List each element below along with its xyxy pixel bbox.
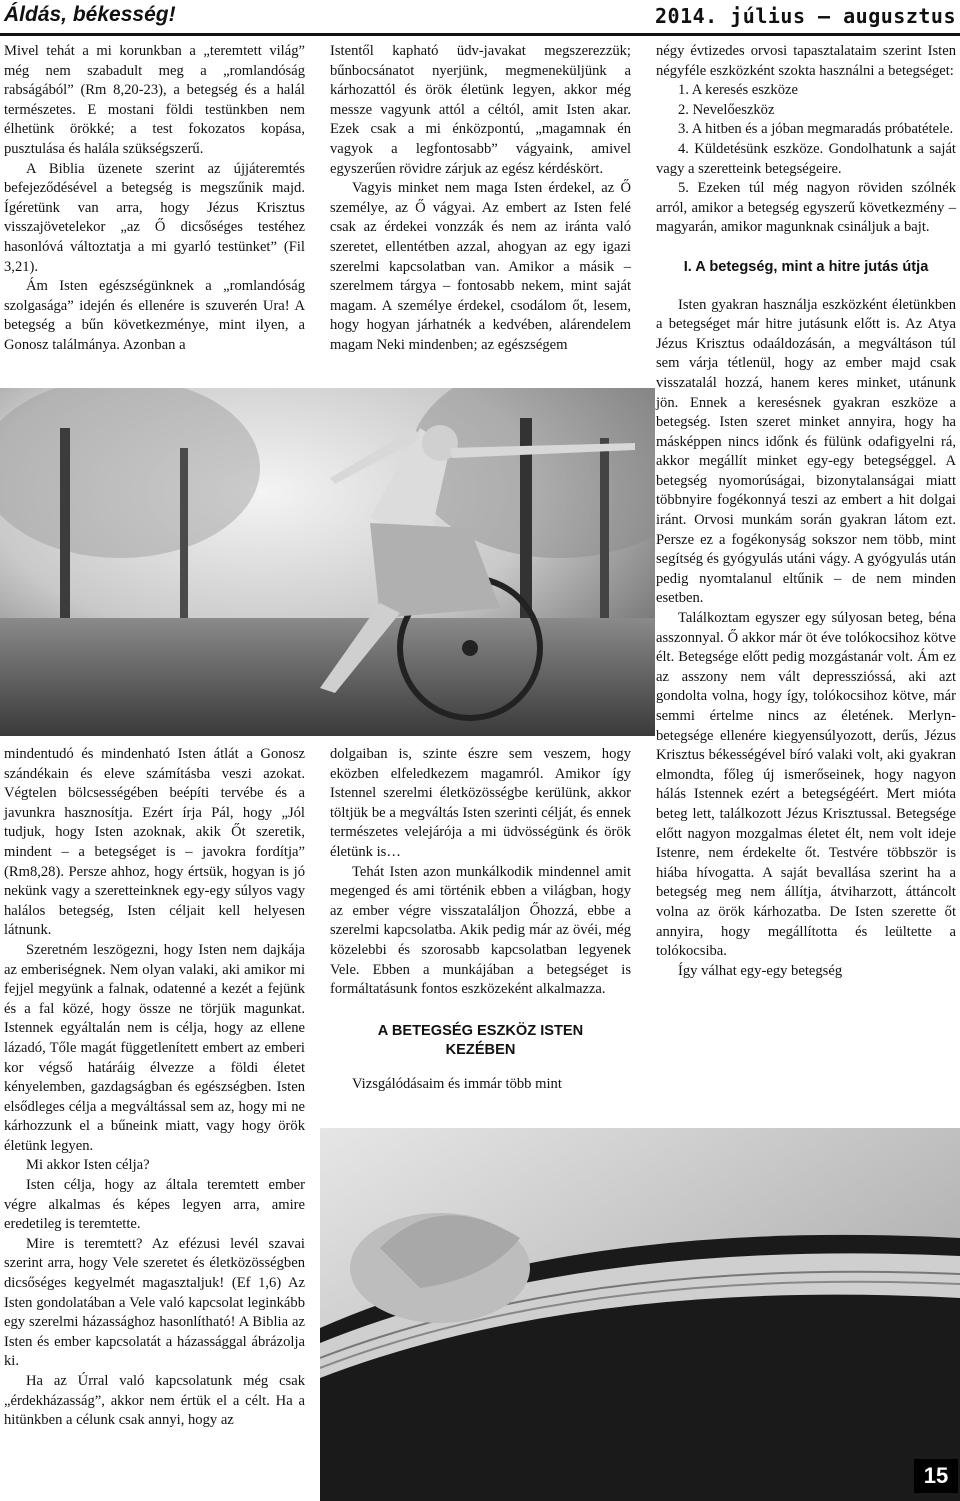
- paragraph: Ha az Úrral való kapcsolatunk még csak „érdekházasság”, akkor nem értük el a célt. Ha a hitünkben a célunk csak annyi, hogy az: [4, 1373, 305, 1429]
- paragraph: Istentől kapható üdv-javakat megszerezzük; bűnbocsánatot nyerjünk, megmeneküljünk a kárhozattól és örök életünk legyen, akkor még messze vagyunk attól a céltól, amit Isten akar. Ezek csak a mi énközpontú, „magamnak én vagyok a legfontosabb” vágyaink, amivel egyszerűen rövidre zárjuk az egész kérdéskört.: [330, 43, 631, 177]
- page-header: [0, 0, 960, 32]
- header-date: 2014. július – augusztus: [655, 4, 956, 28]
- paragraph: Mire is teremtett? Az efézusi levél szavai szerint arra, hogy Vele szeretet és életközösségben dicsőséges kegyelmét magasztaljuk! (Ef 1,6) Az Isten gondolatában a Vele való kapcsolat leginkább egy szerelmi házassághoz hasonlítható! A Biblia az Isten és ember kapcsolatát a házassággal ábrázolja ki.: [4, 1235, 305, 1370]
- list-item: 4. Küldetésünk eszköze. Gondolhatunk a saját vagy a szeretteink betegségeire.: [656, 140, 956, 177]
- header-rule: [0, 33, 960, 36]
- wheelchair-woman-photo: [0, 388, 655, 736]
- paragraph: Találkoztam egyszer egy súlyosan beteg, béna asszonnyal. Ő akkor már öt éve tolókocsihoz kötve élt. Betegsége előtt pedig mozgástanár volt. Ám ez az asszony nem vált depresszióssá, aki azt gondolta volna, hogy így, tolókocsihoz kötve, már semmi értelme nincs az életének. Merlyn-betegsége ellenére kiegyensúlyozott, derűs, Jézus Krisztus békességével bíró valaki volt, aki gyakran elmondta, főleg új ismerőseinek, hogy nagyon hálás Istennek ezért a betegségéért. Mert mióta beteg lett, találkozott Jézus Krisztussal. Betegsége előtt nagyon mozgalmas életet élt, nem volt ideje Istenre, nem érdekelte őt. Testvére többször is hiába hívogatta. A saját bevallása szerint ha a betegség meg nem állítja, átviharzott, áttáncolt volna az örök kárhozatba. De Isten szerette őt annyira, hogy megállította és leültette a tolókocsiba.: [656, 610, 956, 960]
- list-item: 1. A keresés eszköze: [678, 82, 798, 99]
- section-heading: A BETEGSÉG ESZKÖZ ISTEN KEZÉBEN: [377, 1022, 584, 1059]
- column-3: [656, 42, 956, 981]
- paragraph: A Biblia üzenete szerint az újjáteremtés befejeződésével a betegség is megszűnik majd. Ígéretünk van arra, hogy Jézus Krisztus visszajövetelekor „az Ő dicsőséges testéhez hasonlóvá változtatja a mi gyarló testünket” (Fil 3,21).: [4, 160, 305, 275]
- list-item: 2. Nevelőeszköz: [678, 101, 775, 118]
- paragraph: Mi akkor Isten célja?: [26, 1157, 150, 1174]
- paragraph: Vagyis minket nem maga Isten érdekel, az Ő személye, az Ő vágyai. Az embert az Isten felé csak az érdekei vonzzák és nem az iránta való szeretet, ellentétben azzal, ahogyan az egy igazi szerelmi kapcsolatban van. Amikor a másik – szerelmem tárgya – fontosabb nekem, mint saját magam. A személye érdekel, csodálom őt, lesem, hogy hogyan járhatnék a kedvében, alárendelem magam Neki mindenben; az egészségem: [330, 180, 631, 353]
- paragraph: Így válhat egy-egy betegség: [678, 962, 843, 979]
- header-title: Áldás, békesség!: [4, 3, 176, 26]
- column-2-top: [330, 42, 631, 356]
- paragraph: Ám Isten egészségünknek a „romlandóság szolgasága” idején és ellenére is szuverén Ura! A betegség a bűn következménye, mint ilyen, a Gonosz találmánya. Azonban a: [4, 278, 305, 353]
- bible-photo: [320, 1128, 960, 1501]
- column-2-bottom: [330, 745, 631, 1095]
- list-item: 5. Ezeken túl még nagyon röviden szólnék arról, amikor a betegség egyszerű következmény – magyarán, amikor magunknak csináljuk a bajt.: [656, 180, 956, 236]
- section-heading: I. A betegség, mint a hitre jutás útja: [683, 258, 929, 275]
- paragraph: Tehát Isten azon munkálkodik mindennel amit megenged és ami történik ebben a világban, hogy az ember végre visszataláljon Őhozzá, ebbe a szerelmi kapcsolatba. Akik pedig már az övéi, még közelebbi és szorosabb kapcsolatban legyenek Vele. Ebben a munkájában a betegséget is formáltatásunk fontos eszközeként alkalmazza.: [330, 863, 631, 998]
- paragraph: dolgaiban is, szinte észre sem veszem, hogy eközben elfeledkezem magamról. Amikor így Istennel szerelmi életközösségbe kerülünk, akkor töltjük be a megváltás Isten szerinti célját, és ennek természetes velejárója a mi üdvösségünk és örök életünk is…: [330, 746, 631, 860]
- paragraph: Mivel tehát a mi korunkban a „teremtett világ” még nem szabadult meg a „romlandóság rabságából” (Rm 8,20-23), a betegség és a halál természetes. E mostani földi testünkben nem élhetünk örökké; a test fokozatos kopása, pusztulása és halála szükségszerű.: [4, 43, 305, 157]
- page-number: 15: [914, 1459, 958, 1493]
- paragraph: Isten gyakran használja eszközként életünkben a betegséget már hitre jutásunk előtt is. Az Atya Jézus Krisztus odaáldozásán, a megváltáson túl sem várja tétlenül, hogy az ember majd csak visszatalál hozzá, hanem keres minket, utánunk jön. Ennek a keresésnek gyakran eszköze a betegség. Isten szeret minket annyira, hogy ha másképpen nincs időnk és fülünk odafigyelni rá, akkor megállít minket egy-egy betegséggel. A betegség nyomorúságai, bizonytalanságai miatt többnyire fogékonnyá teszi az embert a hit dolgai iránt. Orvosi munkám során gyakran látom ezt. Persze ez a fogékonyság sokszor nem több, mint segítség és gyógyulás utáni vágy. A gyógyulás után pedig nyomtalanul eltűnik – de nem minden esetben.: [656, 296, 956, 607]
- column-1-bottom: [4, 745, 305, 1431]
- paragraph: mindentudó és mindenható Isten átlát a Gonosz szándékain és eleve számításba veszi azokat. Végtelen bölcsességében beépíti tervébe és a javunkra hasznosítja. Ezért írja Pál, hogy „Jól tudjuk, hogy Isten azoknak, akik Őt szeretik, mindent – a betegséget is – javokra fordítja” (Rm8,28). Persze ahhoz, hogy értsük, hogyan is jó nekünk vagy a szeretteinknek egy-egy súlyos vagy halálos betegség, Isten céljait kell helyesen látnunk.: [4, 746, 305, 939]
- paragraph: Szeretném leszögezni, hogy Isten nem dajkája az emberiségnek. Nem olyan valaki, aki amikor mi fejjel megyünk a falnak, odatenné a kezét a fejünk és a fal közé, hogy össze ne törjük magunkat. Istennek egyáltalán nem is célja, hogy az ellene lázadó, Tőle magát függetlenített embert az emberi kor végső határáig élvezze a földi életet kényelemben, gazdagságban és egészségben. Isten elsődleges célja a megváltással sem az, hogy mi ne kárhozzunk el a bűneink miatt, vagy hogy örök életünk legyen.: [4, 941, 305, 1154]
- paragraph: Vizsgálódásaim és immár több mint: [352, 1075, 562, 1092]
- paragraph: Isten célja, hogy az általa teremtett ember végre alkalmas és képes legyen arra, amire eredetileg is teremtette.: [4, 1177, 305, 1233]
- column-1-top: [4, 42, 305, 356]
- list-item: 3. A hitben és a jóban megmaradás próbatétele.: [678, 121, 954, 138]
- paragraph: négy évtizedes orvosi tapasztalataim szerint Isten négyféle eszközként szokta használni a betegséget:: [656, 43, 956, 79]
